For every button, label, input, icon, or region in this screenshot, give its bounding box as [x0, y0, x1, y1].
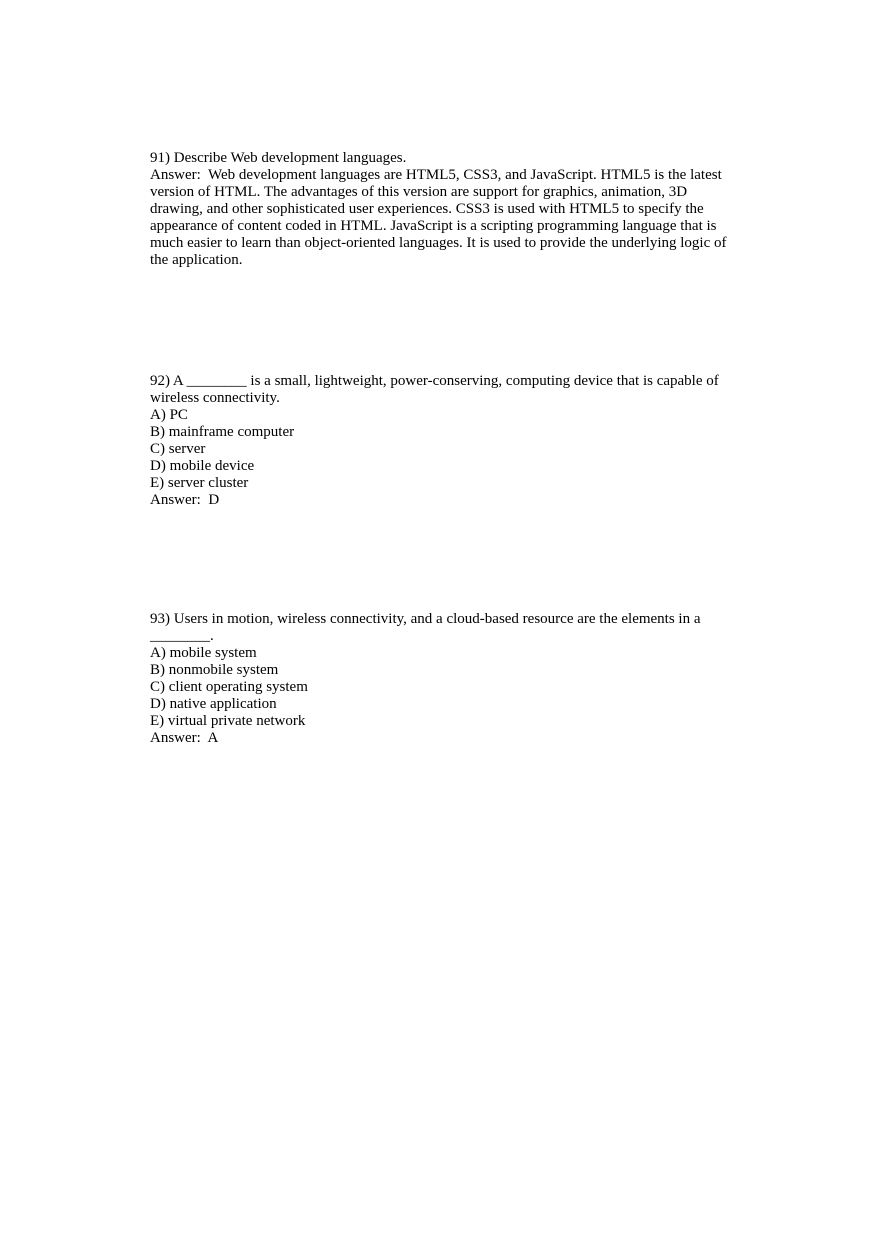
- option-b: B) mainframe computer: [150, 424, 295, 440]
- option-c: C) client operating system: [150, 679, 308, 695]
- option-b: B) nonmobile system: [150, 662, 279, 678]
- answer-text: Answer: Web development languages are HTML5, CSS3, and JavaScript. HTML5 is the latest version of HTML. The advantages of this version are support for graphics, animation, 3D drawing, and other sophisticated user experiences. CSS3 is used with HTML5 to specify the appearance of content coded in HTML. JavaScript is a scripting programming language that is much easier to learn than object-oriented languages. It is used to provide the underlying logic of the application.: [150, 167, 731, 268]
- option-c: C) server: [150, 441, 206, 457]
- question-prompt: 92) A ________ is a small, lightweight, power-conserving, computing device that is capable of wireless connectivity.: [150, 373, 723, 406]
- option-e: E) server cluster: [150, 475, 249, 491]
- option-d: D) mobile device: [150, 458, 255, 474]
- option-a: A) PC: [150, 407, 188, 423]
- answer-text: Answer: D: [150, 492, 220, 508]
- answer-text: Answer: A: [150, 730, 219, 746]
- option-e: E) virtual private network: [150, 713, 306, 729]
- option-a: A) mobile system: [150, 645, 257, 661]
- question-prompt: 91) Describe Web development languages.: [150, 150, 407, 166]
- question-93: [150, 611, 735, 747]
- question-prompt-line-1: 93) Users in motion, wireless connectivity, and a cloud-based resource are the elements in a: [150, 611, 701, 627]
- question-92: [150, 373, 735, 509]
- question-prompt-line-2: ________.: [150, 628, 214, 644]
- question-91: [150, 150, 735, 269]
- option-d: D) native application: [150, 696, 277, 712]
